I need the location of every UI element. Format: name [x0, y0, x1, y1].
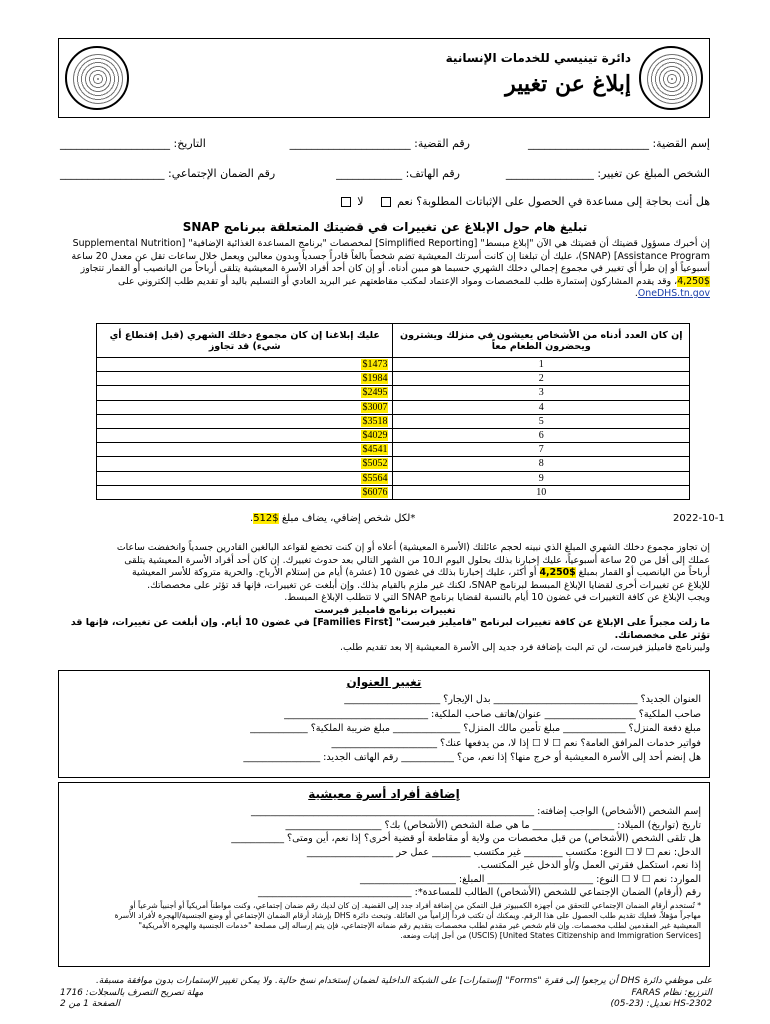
house-payment-field[interactable]: مبلغ دفعة المنزل؟ _____________ مبلغ تأمين مالك المنزل؟ ______________ مبلغ ضريبة الملكية؟ ____________	[250, 723, 701, 734]
onedhs-link[interactable]: OneDHS.tn.gov	[637, 288, 710, 299]
income-threshold: $2495	[362, 387, 388, 399]
state-seal-icon	[639, 46, 703, 110]
previous-benefits-field[interactable]: هل تلقى الشخص (الأشخاص) من قبل مخصصات من ولاية أو مقاطعة أو قضية أخرى؟ إذا نعم، أين ومتى؟ ___________	[231, 833, 701, 844]
case-name-field[interactable]: إسم القضية: ______________________	[527, 137, 710, 150]
household-join-field[interactable]: هل إنضم أحد إلى الأسرة المعيشية أو خرج منها؟ إذا نعم، من؟ ___________ رقم الهاتف الجديد: ________________	[243, 752, 701, 763]
income-threshold: $4541	[362, 444, 388, 456]
income-threshold: $6076	[362, 486, 388, 498]
income-threshold: $5052	[362, 458, 388, 470]
ssn-note: المعيشية غير المقدمين لطلب مخصصات. وإن قام شخص غير مقدم لطلب مخصصات بتقديم رقم ضمانه الإجتماعي، فإن يتم إرساله إلى مصلحة "خدمات الجنسية والهجرة الأمريكية"	[138, 920, 701, 930]
table-row	[97, 386, 690, 400]
utility-bills-field[interactable]: فواتير خدمات المرافق العامة؟ نعم ☐ لا ☐ إذا لا، من يدفعها عنك؟ ______________________	[331, 737, 701, 749]
household-size: 4	[393, 400, 690, 414]
household-size: 5	[393, 414, 690, 428]
table-row	[97, 457, 690, 471]
member-name-field[interactable]: إسم الشخص (الأشخاص) الواجب إضافته: ___________________________________________________________	[251, 806, 701, 817]
page-number: الصفحة 1 من 2	[60, 999, 120, 1009]
help-question-label: هل أنت بحاجة إلى مساعدة في الحصول على الإثباتات المطلوبة؟ نعم	[397, 195, 710, 208]
table-row	[97, 428, 690, 442]
footer-instructions: على موظفي دائرة DHS أن يرجعوا إلى فقرة "Forms" [إستمارات] على الشبكة الداخلية لضمان إستخدام نسخ حالية. ولا يمكن تغيير الإستمارات بدون موافقة مسبقة.	[95, 976, 712, 986]
table-header-row	[97, 324, 690, 358]
income-threshold-cell	[97, 400, 393, 414]
add-members-section	[58, 782, 710, 967]
income-threshold-cell	[97, 485, 393, 499]
rules-line: عملك إلى أقل من 20 ساعة أسبوعياً، عليك إخبارنا بذلك بحلول اليوم الـ10 من الشهر التالي بعد حدوث تغييرك. إن كان أحد أفراد الأسرة المعيشية يتلقى	[124, 554, 710, 566]
income-threshold-cell	[97, 372, 393, 386]
yes-checkbox[interactable]	[381, 197, 391, 207]
income-threshold-cell	[97, 428, 393, 442]
change-address-title: تغيير العنوان	[346, 675, 422, 689]
rules-line: ويجب الإبلاغ عن كافة التغييرات في غضون 10 أيام بالنسبة لقضايا برنامج SNAP التي لا تتطلب الإبلاغ المبسط.	[284, 592, 710, 603]
household-size: 7	[393, 443, 690, 457]
household-size: 10	[393, 485, 690, 499]
no-label: لا	[357, 195, 364, 208]
rules-line-pre: أرباحاً من اليانصيب أو القمار بمبلغ	[578, 567, 710, 578]
rules-line: إن تجاوز مجموع دخلك الشهري المبلغ الذي نبينه لحجم عائلتك (الأسرة المعيشية) أعلاه أو إن كنت تخضع لقواعد البالغين القادرين جسدياً وانخفضت ساعات	[116, 542, 710, 553]
snap-notice-paragraph	[60, 238, 710, 301]
table-row	[97, 485, 690, 499]
rules-lottery-amount: $4,250	[539, 567, 576, 578]
income-threshold-cell	[97, 386, 393, 400]
income-instruction: إذا نعم، استكمل فقرتي العمل و/أو الدخل غير المكتسب.	[477, 860, 701, 871]
rules-line	[60, 567, 710, 580]
rules-line: للإبلاغ عن تغييرات أخرى لقضايا الإبلاغ المبسط لبرنامج SNAP، لكنك غير ملزم بالقيام بذلك. وإن أبلغت عن تغييرات، فإنها قد تؤثر على مخصصاتك.	[147, 579, 710, 591]
income-threshold-cell	[97, 358, 393, 372]
income-threshold: $3007	[362, 401, 388, 413]
rules-paragraph	[60, 542, 710, 655]
income-column-header: عليك إبلاغنا إن كان مجموع دخلك الشهري (قبل إقتطاع أي شيء) قد تجاوز	[97, 324, 393, 358]
household-size: 3	[393, 386, 690, 400]
ssn-note: مهاجراً مؤهلاً، فعليك تقديم طلب الحصول على هذا الرقم. ويمكنك أن تكتب فرداً إلزامياً من العائلة. وتبحث دائرة DHS بإرشاد أرقام الضمان الإجتماعي أو وضع الجنسية/الهجرة لأفراد الأسرة	[114, 910, 701, 920]
income-threshold: $4029	[362, 430, 388, 442]
member-ssn-field[interactable]: رقم (أرقام) الضمان الإجتماعي للشخص (الأشخاص) الطالب للمساعدة*: ________________________________	[258, 887, 701, 898]
snap-notice-title: تبليغ هام حول الإبلاغ عن تغييرات في قضيتك المتعلقة ببرنامج SNAP	[182, 220, 588, 234]
date-field[interactable]: التاريخ: ____________________	[60, 137, 206, 150]
note-post: .	[250, 513, 254, 524]
income-threshold: $3518	[362, 415, 388, 427]
add-members-title: إضافة أفراد أسرة معيشية	[308, 787, 460, 801]
household-size: 6	[393, 428, 690, 442]
link-tail: .	[634, 288, 638, 299]
birthdate-field[interactable]: تاريخ (تواريخ) الميلاد: _________________ ما هي صلة الشخص (الأشخاص) بك؟ ____________________	[285, 819, 701, 831]
families-first-line: وليبرنامج فاميليز فيرست، لن تم البت بإضافة فرد جديد إلى الأسرة المعيشية إلا بعد تقديم طلب.	[339, 642, 710, 653]
income-threshold: $1984	[362, 373, 388, 385]
table-date: 2022-10-1	[673, 513, 725, 524]
resources-field[interactable]: الموارد: نعم ☐ لا ☐ النوع: ______________________ المبلغ: ____________________	[359, 873, 701, 885]
families-first-line: ما زلت مجبراً على الإبلاغ عن كافة تغييرات لبرنامج "فاميليز فيرست" [Families First] في غضون 10 أيام. وإن أبلغت عن تغييرات، فإنها قد تؤثر على مخصصاتك.	[70, 617, 710, 641]
table-row	[97, 400, 690, 414]
header-box	[58, 38, 710, 118]
rules-line-post: أو أكثر، عليك إخبارنا بذلك في غضون 10 (عشرة) أيام من إستلام الأرباح. والحرية متروكة للأسر المعيشية	[131, 567, 537, 578]
landlord-field[interactable]: صاحب الملكية؟ ___________________ عنوان/هاتف صاحب الملكية: ______________________________	[284, 708, 701, 720]
lottery-amount: $4,250	[677, 275, 710, 287]
table-row	[97, 358, 690, 372]
ssn-field[interactable]: رقم الضمان الإجتماعي: ___________________	[60, 167, 276, 180]
notice-text-tail: ، وقد يقدم المشاركون إستمارة طلب للمخصصات ومواد الإعتماد لمكتب مقاطعتهم عبر البريد العادي أو التسليم باليد أو تقديم طلب إلكتروني على	[118, 275, 678, 287]
ssn-note: * تُستخدم أرقام الضمان الإجتماعي للتحقق من أجهزة الكمبيوتر قبل التمكن من إضافة أفراد جدد إلى القضية. إن كان لديك رقم ضمان إجتماعي، وكنت مواطناً أمريكياً أو أجنبياً شرعياً أو	[129, 900, 701, 910]
change-address-section	[58, 670, 710, 778]
form-title: إبلاغ عن تغيير	[505, 71, 631, 97]
case-number-field[interactable]: رقم القضية: ______________________	[289, 137, 470, 150]
notice-text: إن أخبرك مسؤول قضيتك أن قضيتك هي الآن "إبلاغ مبسط" [Simplified Reporting] لمخصصات "برنامج المساعدة الغذائية الإضافية" [Supplemental Nutrition Assistance Program] (SNAP)، عليك أن تبلغنا إن كانت أسرتك المعيشية تضم شخصاً بالغاً قادراً جسدياً وبدون معالين ويعمل خلال ساعات تقل عن معدل 20 ساعة أسبوعياً أو إن طرأ أي تغيير في مجموع إجمالي دخلك الشهري حسبما هو مبين أدناه. أو إن كان أحد أفراد الأسرة المعيشية يتلقى أرباحاً من اليانصيب أو القمار تتجاوز	[71, 238, 710, 274]
table-row	[97, 443, 690, 457]
new-address-field[interactable]: العنوان الجديد؟ ______________________________ بدل الإيجار؟ ____________________	[344, 694, 701, 705]
form-number: HS-2302 تعديل: (23-05)	[610, 999, 712, 1009]
income-threshold: $1473	[362, 359, 388, 371]
income-threshold-cell	[97, 443, 393, 457]
families-first-title: تغييرات برنامج فاميليز فيرست	[314, 604, 456, 616]
household-size: 9	[393, 471, 690, 485]
income-threshold-cell	[97, 414, 393, 428]
note-pre: *لكل شخص إضافي، يضاف مبلغ	[281, 513, 416, 524]
ssn-note: [United States Citizenship and Immigration Services] (USCIS) من أجل إثبات وضعه.	[400, 930, 701, 940]
household-size: 1	[393, 358, 690, 372]
table-row	[97, 471, 690, 485]
phone-field[interactable]: رقم الهاتف: ____________	[336, 167, 460, 180]
reporter-field[interactable]: الشخص المبلغ عن تغيير: ________________	[505, 167, 710, 180]
household-column-header: إن كان العدد أدناه من الأشخاص يعيشون في منزلك ويشترون ويحضرون الطعام معاً	[393, 324, 690, 358]
additional-person-note	[250, 513, 415, 524]
income-threshold-cell	[97, 471, 393, 485]
retention-authority: مهلة تصريح التصرف بالسجلات: 1716	[60, 988, 204, 998]
household-size: 8	[393, 457, 690, 471]
agency-name: دائرة تينيسي للخدمات الإنسانية	[445, 51, 631, 65]
income-table	[96, 323, 690, 500]
help-question	[338, 195, 710, 208]
income-threshold-cell	[97, 457, 393, 471]
household-size: 2	[393, 372, 690, 386]
state-seal-icon	[65, 46, 129, 110]
table-row	[97, 414, 690, 428]
income-threshold: $5564	[362, 472, 388, 484]
note-amount: $512	[253, 513, 279, 524]
table-row	[97, 372, 690, 386]
income-field[interactable]: الدخل: نعم ☐ لا ☐ النوع: مكتسب ________ غير مكتسب ________ عمل حر __________________	[306, 846, 701, 858]
no-checkbox[interactable]	[341, 197, 351, 207]
footer-distribution: الترزيع: نظام FARAS	[631, 988, 712, 998]
